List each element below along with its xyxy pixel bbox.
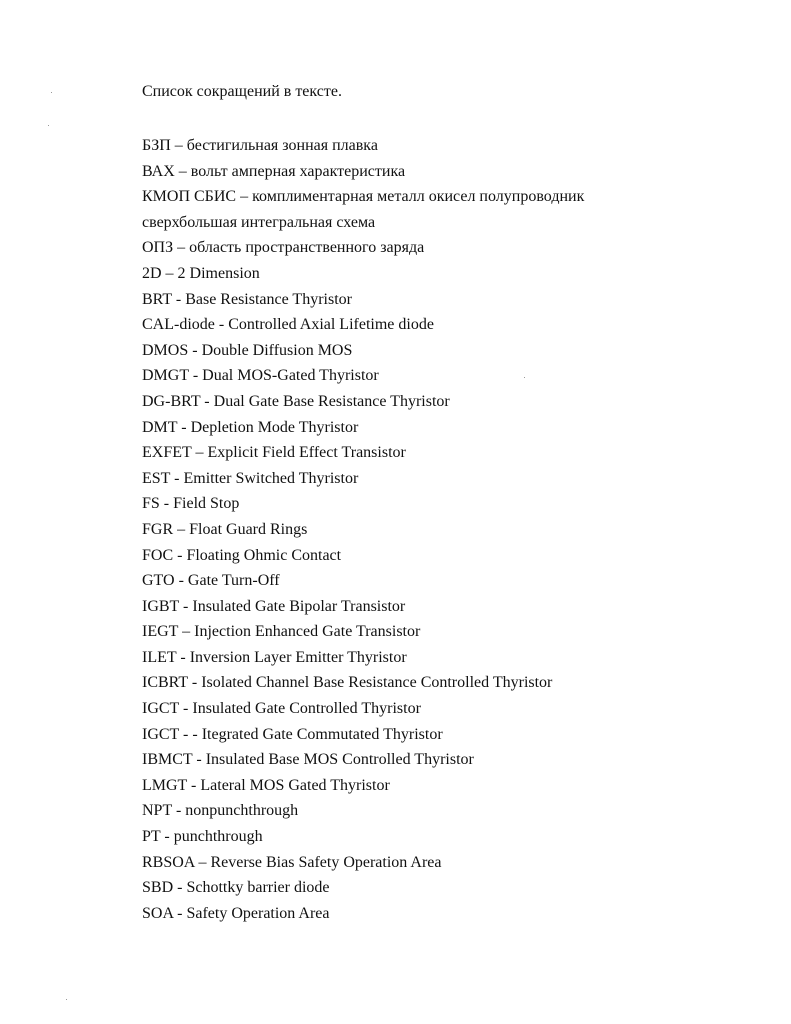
list-item: EXFET – Explicit Field Effect Transistor — [142, 444, 406, 462]
list-item: FOC - Floating Ohmic Contact — [142, 546, 342, 564]
list-item: FS - Field Stop — [142, 495, 240, 513]
list-item: RBSOA – Reverse Bias Safety Operation Area — [142, 853, 442, 871]
page-title: Список сокращений в тексте. — [142, 83, 342, 100]
list-item: EST - Emitter Switched Thyristor — [142, 469, 359, 487]
abbreviation-list — [142, 133, 584, 926]
list-item: ILET - Inversion Layer Emitter Thyristor — [142, 648, 407, 666]
list-item: сверхбольшая интегральная схема — [142, 213, 376, 231]
list-item: SBD - Schottky barrier diode — [142, 879, 330, 897]
list-item: БЗП – бестигильная зонная плавка — [142, 137, 378, 154]
list-item: IGCT - Insulated Gate Controlled Thyristor — [142, 700, 421, 718]
scan-speck — [51, 92, 52, 93]
list-item: 2D – 2 Dimension — [142, 264, 260, 282]
list-item: ICBRT - Isolated Channel Base Resistance Controlled Thyristor — [142, 674, 553, 692]
list-item: IGCT - - Itegrated Gate Commutated Thyristor — [142, 725, 443, 743]
list-item: КМОП СБИС – комплиментарная металл окисел полупроводник — [142, 188, 585, 206]
list-item: NPT - nonpunchthrough — [142, 802, 299, 820]
list-item: SOA - Safety Operation Area — [142, 904, 330, 922]
list-item: IBMCT - Insulated Base MOS Controlled Thyristor — [142, 751, 474, 769]
scan-speck — [48, 125, 49, 126]
list-item: IEGT – Injection Enhanced Gate Transistor — [142, 623, 421, 641]
list-item: DMOS - Double Diffusion MOS — [142, 341, 353, 359]
list-item: PT - punchthrough — [142, 828, 263, 846]
scan-speck — [524, 377, 525, 378]
list-item: IGBT - Insulated Gate Bipolar Transistor — [142, 597, 406, 615]
list-item: DG-BRT - Dual Gate Base Resistance Thyristor — [142, 392, 450, 410]
list-item: ОПЗ – область пространственного заряда — [142, 239, 425, 257]
list-item: DMT - Depletion Mode Thyristor — [142, 418, 359, 436]
list-item: GTO - Gate Turn-Off — [142, 572, 280, 590]
scan-speck — [66, 999, 67, 1000]
list-item: BRT - Base Resistance Thyristor — [142, 290, 352, 308]
list-item: DMGT - Dual MOS-Gated Thyristor — [142, 367, 379, 385]
list-item: CAL-diode - Controlled Axial Lifetime diode — [142, 316, 434, 334]
list-item: LMGT - Lateral MOS Gated Thyristor — [142, 776, 390, 794]
list-item: FGR – Float Guard Rings — [142, 520, 308, 538]
list-item: ВАХ – вольт амперная характеристика — [142, 162, 406, 180]
